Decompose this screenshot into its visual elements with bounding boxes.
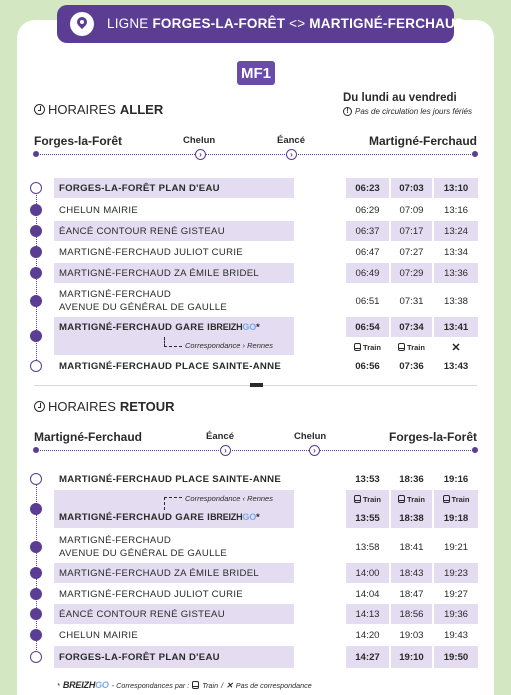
stop-name: FORGES-LA-FORÊT PLAN D'EAU <box>54 646 294 668</box>
chevron-right-icon: › <box>309 445 320 456</box>
stop-name: ÉANCÉ CONTOUR RENÉ GISTEAU <box>54 604 294 624</box>
time-cell: 13:43 <box>443 360 469 372</box>
aller-correspondance: Correspondance › Rennes <box>185 341 273 350</box>
stop-dot-icon <box>30 541 42 553</box>
time-cell: 13:24 <box>434 221 478 241</box>
time-cell: 13:36 <box>434 263 478 283</box>
info-icon: ! <box>343 107 352 116</box>
time-cell: 13:38 <box>443 295 468 307</box>
time-cell: 14:20 <box>355 629 380 641</box>
stop-name: MARTIGNÉ-FERCHAUD ZA ÉMILE BRIDEL <box>54 563 294 583</box>
time-cell: 19:43 <box>443 629 468 641</box>
stop-dot-icon <box>30 588 42 600</box>
time-cell: 14:27 <box>346 646 389 668</box>
time-cell: 07:31 <box>399 295 424 307</box>
stop-name: ÉANCÉ CONTOUR RENÉ GISTEAU <box>54 221 294 241</box>
stop-name: MARTIGNÉ-FERCHAUD AVENUE DU GÉNÉRAL DE GAULLE <box>59 535 228 559</box>
time-cell: 06:54 <box>346 317 389 337</box>
aller-route-bar <box>34 134 477 164</box>
time-cell: 19:27 <box>443 588 468 600</box>
route-end: Forges-la-Forêt <box>388 430 477 444</box>
cross-icon: ✕ <box>451 341 461 354</box>
no-correspondance-cell <box>434 340 478 354</box>
stop-name: MARTIGNÉ-FERCHAUD JULIOT CURIE <box>59 246 244 258</box>
stop-dot-icon <box>30 567 42 579</box>
time-cell: 18:38 <box>391 490 432 528</box>
time-cell: 06:29 <box>355 204 380 216</box>
time-cell: 18:56 <box>391 604 432 624</box>
chevron-right-icon: › <box>286 149 297 160</box>
train-correspondance-cell: Train <box>391 492 432 506</box>
footer-legend <box>57 680 312 690</box>
train-icon <box>398 495 405 503</box>
time-cell: 07:17 <box>391 221 432 241</box>
route-line <box>34 450 477 451</box>
time-cell: 13:10 <box>434 178 478 198</box>
time-cell: 07:03 <box>391 178 432 198</box>
time-cell: 13:58 <box>355 541 380 553</box>
train-icon <box>354 495 361 503</box>
footer-train-label: Train <box>202 680 219 690</box>
time-cell: 13:16 <box>443 204 468 216</box>
aller-title: HORAIRES ALLER <box>34 102 163 117</box>
time-cell: 19:50 <box>434 646 478 668</box>
route-line <box>34 154 477 155</box>
time-cell: 13:53 <box>355 473 380 485</box>
train-correspondance-cell: Train <box>346 340 389 354</box>
footer-star: * <box>57 680 60 690</box>
route-mid-2: Éancé <box>277 135 305 146</box>
holiday-note: ! Pas de circulation les jours fériés <box>343 107 472 116</box>
time-cell: 14:13 <box>346 604 389 624</box>
map-pin-icon <box>70 12 94 36</box>
stop-name: MARTIGNÉ-FERCHAUD PLACE SAINTE-ANNE <box>59 360 282 372</box>
time-cell: 07:29 <box>391 263 432 283</box>
time-cell: 07:09 <box>399 204 424 216</box>
stop-name: MARTIGNÉ-FERCHAUD AVENUE DU GÉNÉRAL DE GAULLE <box>59 289 228 313</box>
chevron-right-icon: › <box>195 149 206 160</box>
route-mid-2: Chelun <box>294 431 327 442</box>
time-cell: 06:49 <box>346 263 389 283</box>
terminus-stop-icon <box>30 651 42 663</box>
time-cell: 14:04 <box>355 588 380 600</box>
service-days: Du lundi au vendredi <box>343 92 457 104</box>
time-cell: 06:47 <box>355 246 380 258</box>
terminus-stop-icon <box>30 360 42 372</box>
stop-name: MARTIGNÉ-FERCHAUD GARE I BREIZHGO * <box>54 490 294 528</box>
line-banner <box>57 5 465 43</box>
route-start-dot <box>33 447 39 453</box>
stop-dot-icon <box>30 629 42 641</box>
stop-name: FORGES-LA-FORÊT PLAN D'EAU <box>54 178 294 198</box>
time-cell: 13:41 <box>434 317 478 337</box>
train-correspondance-cell: Train <box>391 340 432 354</box>
time-cell: 13:55 <box>346 490 389 528</box>
line-title: LIGNE FORGES-LA-FORÊT <> MARTIGNÉ-FERCHAUD <box>107 16 465 31</box>
route-start-dot <box>33 151 39 157</box>
train-icon <box>398 343 405 351</box>
breizhgo-logo: BREIZHGO <box>210 322 257 332</box>
time-cell: 19:03 <box>399 629 424 641</box>
stop-dot-icon <box>30 225 42 237</box>
stop-name: MARTIGNÉ-FERCHAUD PLACE SAINTE-ANNE <box>59 473 282 485</box>
stop-name: MARTIGNÉ-FERCHAUD JULIOT CURIE <box>59 588 244 600</box>
route-end-dot <box>472 447 478 453</box>
stop-dot-icon <box>30 608 42 620</box>
stop-dot-icon <box>30 503 42 515</box>
cross-icon: ✕ <box>226 680 233 690</box>
terminus-stop-icon <box>30 182 42 194</box>
stop-dot-icon <box>30 330 42 342</box>
stop-name: CHELUN MAIRIE <box>59 629 139 641</box>
retour-correspondance: Correspondance ‹ Rennes <box>185 494 273 503</box>
chevron-right-icon: › <box>220 445 231 456</box>
time-cell: 19:10 <box>391 646 432 668</box>
route-mid-1: Éancé <box>206 431 234 442</box>
breizhgo-logo: BREIZHGO <box>210 512 257 522</box>
stop-dot-icon <box>30 204 42 216</box>
time-cell: 19:23 <box>434 563 478 583</box>
stop-dot-icon <box>30 295 42 307</box>
time-cell: 07:36 <box>399 360 424 372</box>
train-icon <box>354 343 361 351</box>
correspondance-hook <box>164 337 182 347</box>
route-start: Martigné-Ferchaud <box>34 430 143 444</box>
divider-mark <box>250 383 263 387</box>
time-cell: 19:16 <box>443 473 469 485</box>
time-cell: 07:27 <box>399 246 424 258</box>
terminus-stop-icon <box>30 473 42 485</box>
time-cell: 18:43 <box>391 563 432 583</box>
time-cell: 07:34 <box>391 317 432 337</box>
clock-icon <box>34 104 45 115</box>
clock-icon <box>34 401 45 412</box>
time-cell: 19:36 <box>434 604 478 624</box>
train-icon <box>192 681 199 689</box>
stop-name: MARTIGNÉ-FERCHAUD ZA ÉMILE BRIDEL <box>54 263 294 283</box>
train-icon <box>443 495 450 503</box>
time-cell: 18:41 <box>399 541 424 553</box>
footer-no-corr: Pas de correspondance <box>235 680 312 690</box>
breizhgo-logo: BREIZHGO <box>62 680 109 690</box>
route-mid-1: Chelun <box>183 135 216 146</box>
time-cell: 06:51 <box>355 295 380 307</box>
train-correspondance-cell: Train <box>434 492 478 506</box>
route-start: Forges-la-Forêt <box>34 134 123 148</box>
route-end-dot <box>472 151 478 157</box>
stop-name: CHELUN MAIRIE <box>59 204 139 216</box>
time-cell: 06:37 <box>346 221 389 241</box>
time-cell: 06:56 <box>355 360 380 372</box>
time-cell: 18:36 <box>399 473 424 485</box>
route-end: Martigné-Ferchaud <box>368 134 477 148</box>
time-cell: 14:00 <box>346 563 389 583</box>
retour-route-bar <box>34 430 477 460</box>
stop-name: MARTIGNÉ-FERCHAUD GARE I BREIZHGO * <box>54 317 294 355</box>
stop-dot-icon <box>30 267 42 279</box>
train-correspondance-cell: Train <box>346 492 389 506</box>
footer-sep: / <box>221 680 224 690</box>
correspondance-hook <box>164 497 182 510</box>
stop-dot-icon <box>30 246 42 258</box>
footer-text: - Correspondances par : <box>111 680 190 690</box>
retour-title: HORAIRES RETOUR <box>34 399 175 414</box>
time-cell: 13:34 <box>443 246 468 258</box>
time-cell: 19:21 <box>443 541 468 553</box>
line-code-badge: MF1 <box>237 61 275 85</box>
time-cell: 19:18 <box>434 490 478 528</box>
time-cell: 06:23 <box>346 178 389 198</box>
time-cell: 18:47 <box>399 588 424 600</box>
